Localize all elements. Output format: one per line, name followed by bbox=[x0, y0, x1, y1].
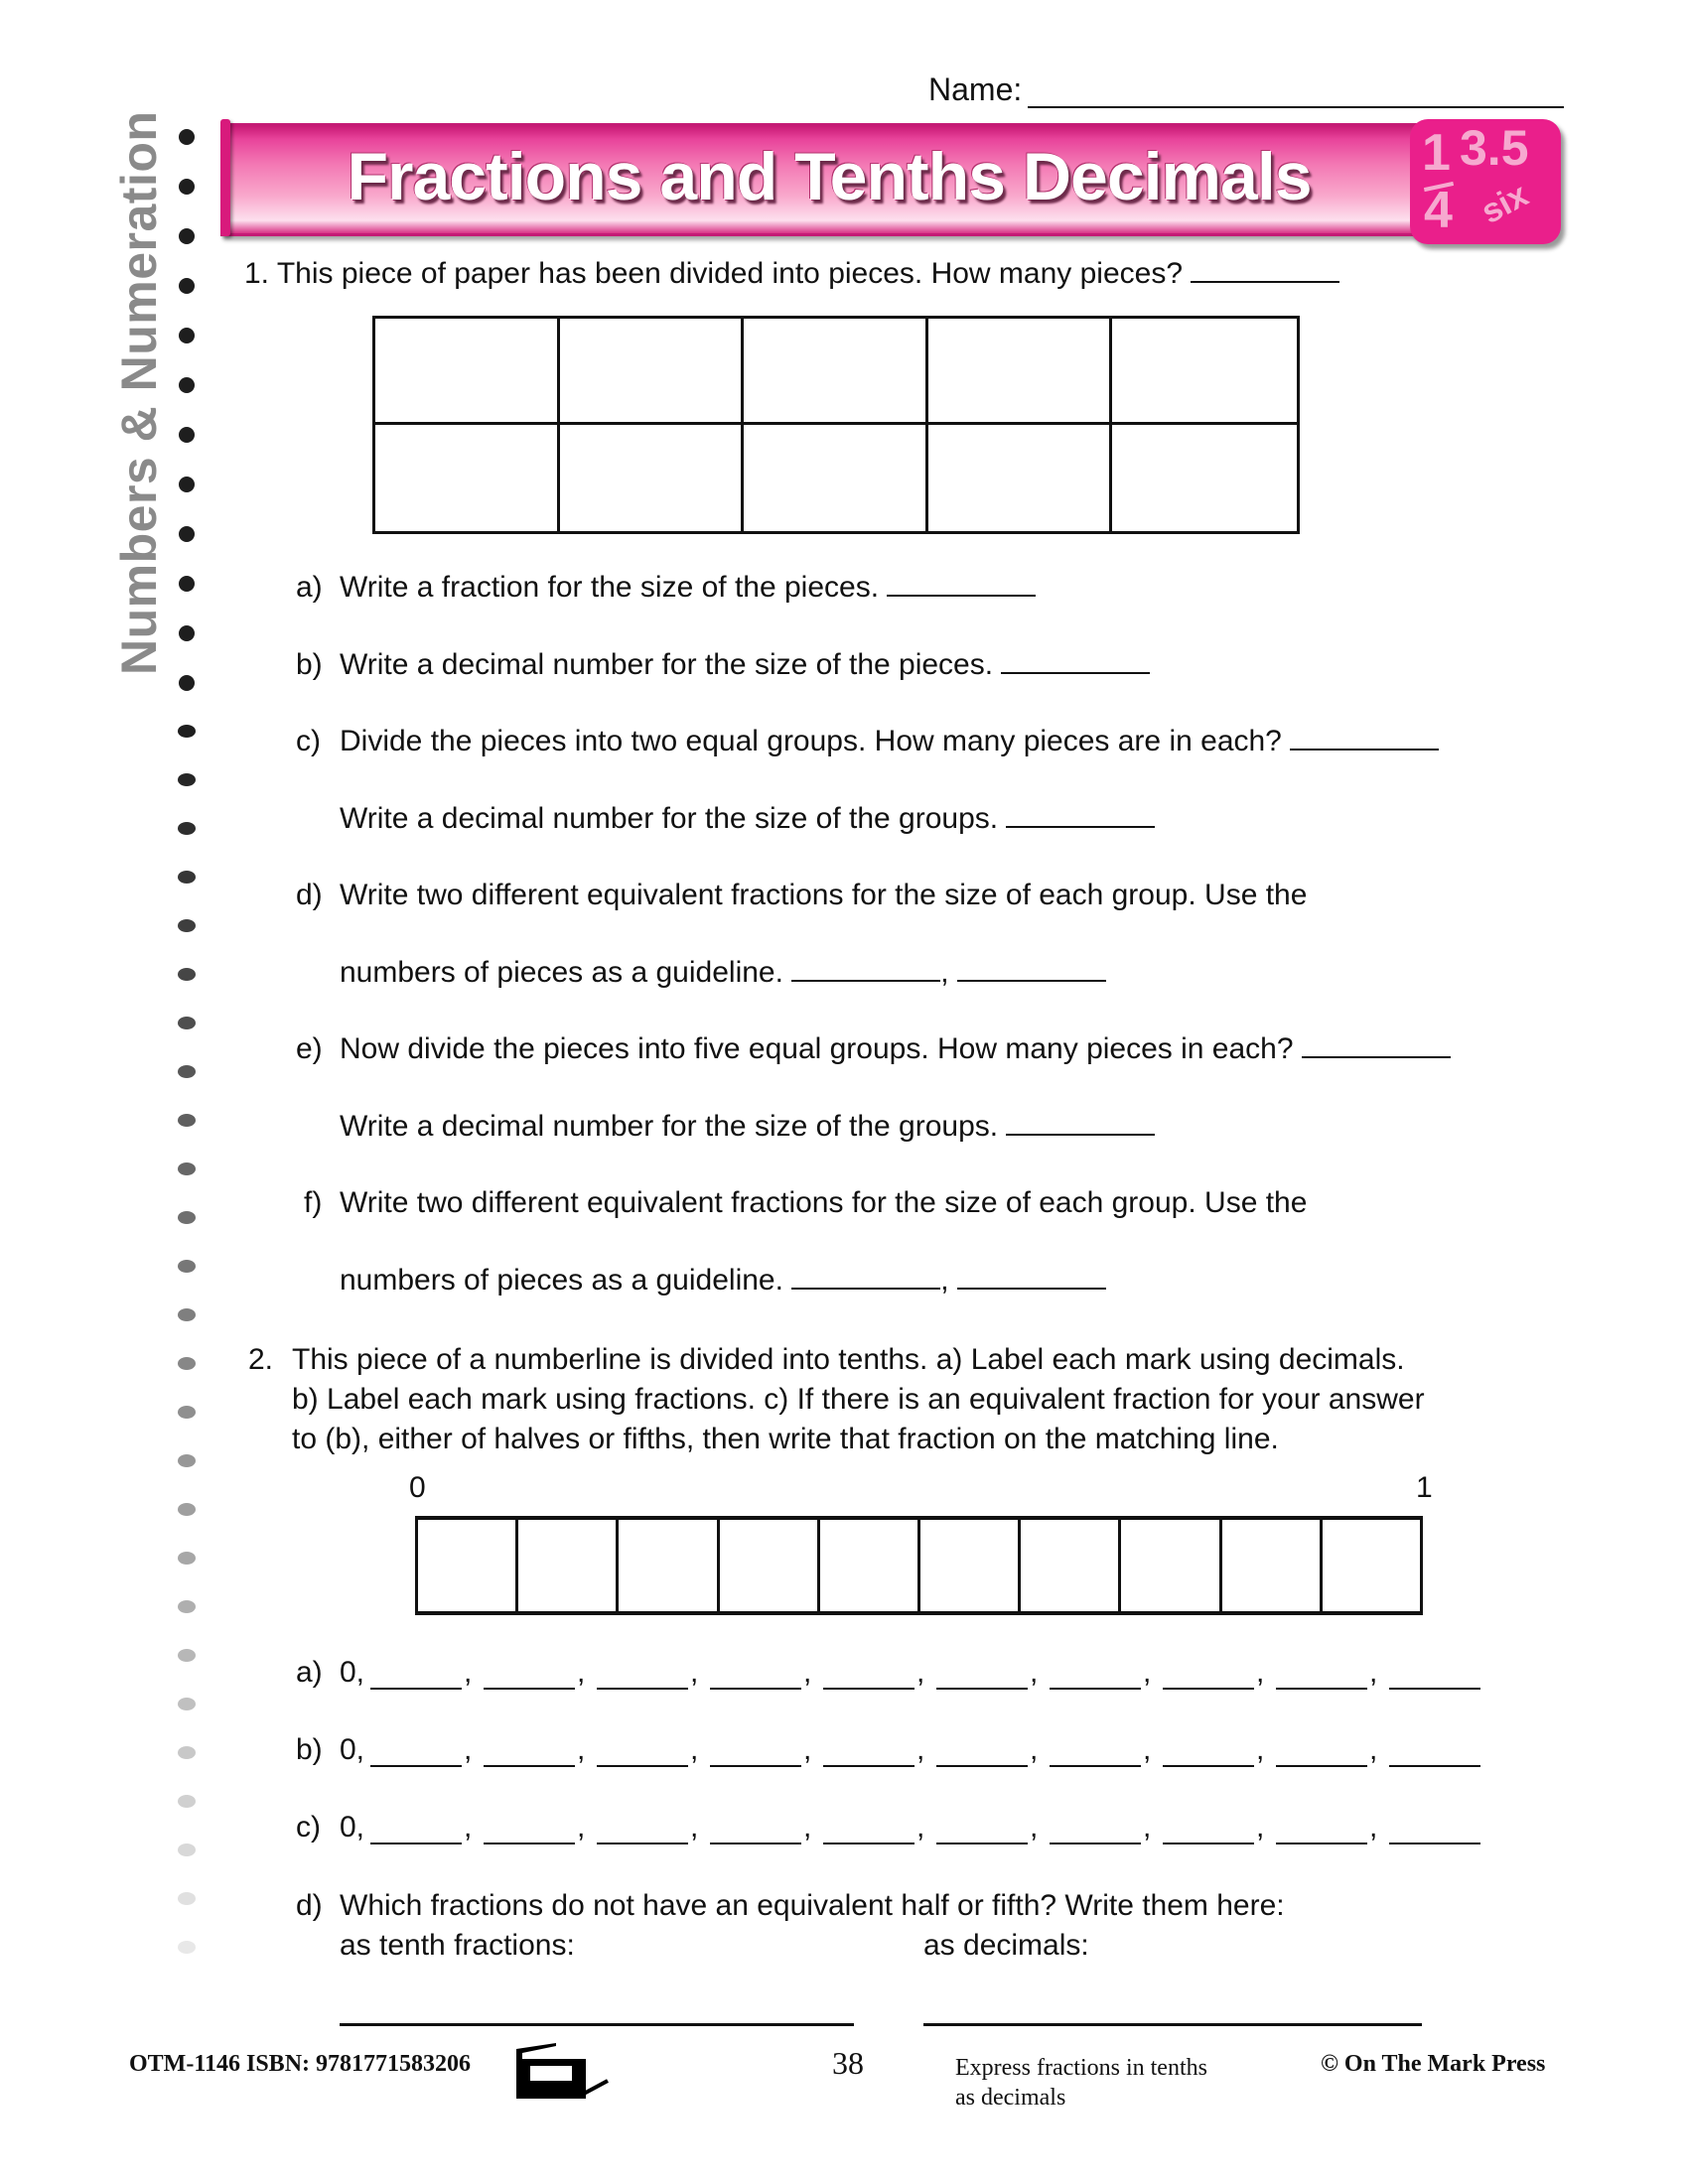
part-text: Write a decimal number for the size of the pieces. bbox=[340, 648, 994, 681]
part-text: Divide the pieces into two equal groups. How many pieces are in each? bbox=[340, 725, 1282, 757]
question-line: to (b), either of halves or fifths, then write that fraction on the matching line. bbox=[292, 1423, 1279, 1455]
binder-dots-decoration bbox=[175, 129, 199, 1989]
question-1f bbox=[304, 1183, 1307, 1223]
name-field[interactable] bbox=[928, 71, 1564, 108]
binder-dot bbox=[178, 1600, 196, 1613]
question-1d-continued bbox=[340, 953, 1106, 993]
name-blank-line[interactable] bbox=[1028, 76, 1564, 108]
answer-blank[interactable] bbox=[791, 954, 940, 982]
comma: , bbox=[690, 1811, 699, 1843]
question-2a-row bbox=[296, 1656, 1480, 1690]
numberline-answer-blank[interactable] bbox=[710, 1662, 801, 1690]
numberline-answer-blank[interactable] bbox=[936, 1662, 1028, 1690]
binder-dot bbox=[179, 427, 195, 443]
numbers-badge-icon bbox=[1410, 119, 1561, 244]
numberline-segment bbox=[1121, 1520, 1221, 1611]
numberline-segment bbox=[1323, 1520, 1420, 1611]
photocopier-icon bbox=[516, 2043, 616, 2101]
grid-cell bbox=[928, 319, 1113, 425]
question-1f-continued bbox=[340, 1261, 1106, 1300]
binder-dot bbox=[178, 871, 196, 884]
binder-dot bbox=[178, 1260, 196, 1273]
binder-dot bbox=[178, 773, 196, 786]
binder-dot bbox=[178, 1114, 196, 1127]
numberline-answer-blank[interactable] bbox=[823, 1662, 914, 1690]
numberline-answer-blank[interactable] bbox=[1163, 1739, 1254, 1767]
answer-blank[interactable] bbox=[1001, 646, 1150, 674]
question-1-prompt bbox=[244, 254, 1339, 294]
paper-pieces-grid bbox=[372, 316, 1300, 534]
comma: , bbox=[464, 1733, 473, 1766]
part-text: Write two different equivalent fractions for the size of each group. Use the bbox=[340, 879, 1308, 911]
comma: , bbox=[940, 1264, 949, 1297]
decimals-label: as decimals: bbox=[923, 1929, 1089, 1962]
answer-blank[interactable] bbox=[957, 954, 1106, 982]
row-start-value: 0, bbox=[340, 1811, 365, 1843]
comma: , bbox=[1143, 1656, 1152, 1689]
binder-dot bbox=[178, 968, 196, 981]
numberline-answer-blank[interactable] bbox=[1276, 1739, 1367, 1767]
numberline-segment bbox=[518, 1520, 619, 1611]
numberline-answer-blank[interactable] bbox=[370, 1817, 462, 1844]
footer-description-line: as decimals bbox=[955, 2085, 1066, 2111]
numberline-start-label: 0 bbox=[409, 1471, 426, 1504]
part-label: b) bbox=[296, 648, 323, 681]
question-number: 1. bbox=[244, 257, 270, 290]
numberline-answer-blank[interactable] bbox=[484, 1739, 575, 1767]
page-number: 38 bbox=[832, 2045, 864, 2081]
numberline-segment bbox=[920, 1520, 1021, 1611]
binder-dot bbox=[179, 278, 195, 294]
name-label: Name: bbox=[928, 71, 1023, 107]
numberline-answer-blank[interactable] bbox=[1050, 1739, 1141, 1767]
comma: , bbox=[464, 1656, 473, 1689]
binder-dot bbox=[179, 576, 195, 592]
comma: , bbox=[1369, 1733, 1378, 1766]
comma: , bbox=[1369, 1656, 1378, 1689]
comma: , bbox=[1256, 1733, 1265, 1766]
binder-dot bbox=[178, 919, 196, 932]
answer-blank[interactable] bbox=[1006, 800, 1155, 828]
binder-dot bbox=[179, 377, 195, 393]
binder-dot bbox=[179, 228, 195, 244]
part-text: Write two different equivalent fractions for the size of each group. Use the bbox=[340, 1186, 1308, 1219]
section-side-title: Numbers & Numeration bbox=[111, 110, 167, 675]
numberline-answer-blank[interactable] bbox=[370, 1739, 462, 1767]
tenth-fractions-answer-line[interactable] bbox=[340, 2023, 854, 2026]
part-label: f) bbox=[304, 1186, 323, 1219]
binder-dot bbox=[179, 129, 195, 145]
numberline-answer-blank[interactable] bbox=[823, 1817, 914, 1844]
comma: , bbox=[1030, 1811, 1039, 1843]
part-label: d) bbox=[296, 879, 323, 911]
question-1c bbox=[296, 722, 1439, 761]
title-banner-cap bbox=[220, 119, 230, 236]
answer-blank[interactable] bbox=[1302, 1030, 1451, 1058]
numberline-answer-blank[interactable] bbox=[1050, 1662, 1141, 1690]
numberline-segment bbox=[1021, 1520, 1121, 1611]
binder-dot bbox=[178, 1017, 196, 1029]
badge-decimal: 3.5 bbox=[1460, 120, 1529, 176]
binder-dot bbox=[178, 1162, 196, 1175]
numberline-answer-blank[interactable] bbox=[936, 1739, 1028, 1767]
numberline-answer-blank[interactable] bbox=[936, 1817, 1028, 1844]
comma: , bbox=[1143, 1811, 1152, 1843]
question-1e bbox=[296, 1029, 1451, 1069]
numberline-answer-blank[interactable] bbox=[1389, 1817, 1480, 1844]
binder-dot bbox=[179, 526, 195, 542]
numberline-answer-blank[interactable] bbox=[597, 1739, 688, 1767]
binder-dot bbox=[178, 1503, 196, 1516]
part-label: e) bbox=[296, 1032, 323, 1065]
part-text: Now divide the pieces into five equal groups. How many pieces in each? bbox=[340, 1032, 1294, 1065]
question-1a bbox=[296, 568, 1036, 608]
numberline-answer-blank[interactable] bbox=[1389, 1739, 1480, 1767]
badge-numerator: 1 bbox=[1422, 124, 1451, 182]
grid-cell bbox=[560, 425, 745, 531]
binder-dot bbox=[178, 1892, 196, 1905]
comma: , bbox=[1256, 1656, 1265, 1689]
answer-blank[interactable] bbox=[887, 569, 1036, 597]
binder-dot bbox=[179, 179, 195, 195]
numberline-end-label: 1 bbox=[1416, 1471, 1433, 1504]
question-2-prompt bbox=[248, 1340, 1425, 1459]
question-1e-decimal bbox=[340, 1107, 1155, 1147]
comma: , bbox=[1256, 1811, 1265, 1843]
binder-dot bbox=[179, 675, 195, 691]
numberline-answer-blank[interactable] bbox=[597, 1817, 688, 1844]
binder-dot bbox=[178, 1941, 196, 1954]
grid-cell bbox=[375, 425, 560, 531]
binder-dot bbox=[179, 328, 195, 343]
answer-blank[interactable] bbox=[1006, 1108, 1155, 1136]
comma: , bbox=[1030, 1656, 1039, 1689]
grid-cell bbox=[744, 319, 928, 425]
part-label: a) bbox=[296, 1656, 323, 1689]
numberline-answer-blank[interactable] bbox=[484, 1817, 575, 1844]
numberline-segment bbox=[619, 1520, 719, 1611]
binder-dot bbox=[179, 477, 195, 492]
numberline-answer-blank[interactable] bbox=[597, 1662, 688, 1690]
binder-dot bbox=[178, 1698, 196, 1710]
part-text: numbers of pieces as a guideline. bbox=[340, 1264, 783, 1297]
binder-dot bbox=[178, 1454, 196, 1467]
part-text: Write a decimal number for the size of the groups. bbox=[340, 1110, 999, 1143]
binder-dot bbox=[178, 1065, 196, 1078]
binder-dot bbox=[178, 1308, 196, 1321]
grid-cell bbox=[375, 319, 560, 425]
comma: , bbox=[577, 1733, 586, 1766]
row-start-value: 0, bbox=[340, 1733, 365, 1766]
part-label: d) bbox=[296, 1889, 323, 1922]
part-text: numbers of pieces as a guideline. bbox=[340, 956, 783, 989]
comma: , bbox=[690, 1656, 699, 1689]
binder-dot bbox=[178, 1211, 196, 1224]
part-text: Write a decimal number for the size of the groups. bbox=[340, 802, 999, 835]
question-1d bbox=[296, 876, 1307, 915]
numberline-answer-blank[interactable] bbox=[823, 1739, 914, 1767]
binder-dot bbox=[179, 625, 195, 641]
question-line: b) Label each mark using fractions. c) If there is an equivalent fraction for your answer bbox=[292, 1383, 1425, 1416]
footer-description bbox=[955, 2053, 1207, 2113]
copyright: © On The Mark Press bbox=[1321, 2051, 1546, 2077]
question-2b-row bbox=[296, 1733, 1480, 1767]
part-label: c) bbox=[296, 725, 321, 757]
numberline-segment bbox=[418, 1520, 518, 1611]
comma: , bbox=[916, 1811, 925, 1843]
badge-denominator: 4 bbox=[1424, 182, 1453, 239]
numberline-answer-blank[interactable] bbox=[1276, 1662, 1367, 1690]
comma: , bbox=[464, 1811, 473, 1843]
binder-dot bbox=[178, 1746, 196, 1759]
decimals-answer-line[interactable] bbox=[923, 2023, 1422, 2026]
grid-cell bbox=[1112, 425, 1297, 531]
binder-dot bbox=[178, 1795, 196, 1808]
comma: , bbox=[577, 1656, 586, 1689]
comma: , bbox=[690, 1733, 699, 1766]
question-1c-decimal bbox=[340, 799, 1155, 839]
numberline-tenths bbox=[415, 1516, 1423, 1615]
binder-dot bbox=[178, 1649, 196, 1662]
footer-code-isbn: OTM-1146 ISBN: 9781771583206 bbox=[129, 2051, 472, 2077]
answer-blank[interactable] bbox=[1191, 255, 1339, 283]
comma: , bbox=[940, 956, 949, 989]
part-label: c) bbox=[296, 1811, 321, 1843]
answer-blank[interactable] bbox=[1290, 723, 1439, 751]
part-label: a) bbox=[296, 571, 323, 604]
part-text: Write a fraction for the size of the pieces. bbox=[340, 571, 880, 604]
numberline-answer-blank[interactable] bbox=[710, 1817, 801, 1844]
grid-cell bbox=[928, 425, 1113, 531]
answer-blank[interactable] bbox=[957, 1262, 1106, 1290]
binder-dot bbox=[178, 1843, 196, 1856]
answer-blank[interactable] bbox=[791, 1262, 940, 1290]
numberline-segment bbox=[720, 1520, 820, 1611]
numberline-answer-blank[interactable] bbox=[1050, 1817, 1141, 1844]
numberline-answer-blank[interactable] bbox=[1276, 1817, 1367, 1844]
grid-cell bbox=[744, 425, 928, 531]
binder-dot bbox=[178, 1357, 196, 1370]
comma: , bbox=[803, 1656, 812, 1689]
binder-dot bbox=[178, 1406, 196, 1419]
question-2c-row bbox=[296, 1811, 1480, 1844]
binder-dot bbox=[178, 1552, 196, 1565]
comma: , bbox=[1030, 1733, 1039, 1766]
tenth-fractions-label: as tenth fractions: bbox=[340, 1929, 575, 1962]
numberline-segment bbox=[820, 1520, 920, 1611]
comma: , bbox=[1143, 1733, 1152, 1766]
comma: , bbox=[916, 1656, 925, 1689]
numberline-answer-blank[interactable] bbox=[710, 1739, 801, 1767]
question-1b bbox=[296, 645, 1150, 685]
comma: , bbox=[916, 1733, 925, 1766]
numberline-segment bbox=[1222, 1520, 1323, 1611]
numberline-answer-blank[interactable] bbox=[1389, 1662, 1480, 1690]
question-text: This piece of paper has been divided into pieces. How many pieces? bbox=[276, 257, 1184, 290]
question-number: 2. bbox=[248, 1343, 274, 1376]
page-title: Fractions and Tenths Decimals bbox=[347, 139, 1312, 214]
comma: , bbox=[1369, 1811, 1378, 1843]
part-text: Which fractions do not have an equivalent half or fifth? Write them here: bbox=[340, 1889, 1285, 1922]
footer-description-line: Express fractions in tenths bbox=[955, 2055, 1207, 2081]
question-2d bbox=[296, 1886, 1285, 1926]
badge-word: six bbox=[1475, 176, 1535, 231]
grid-cell bbox=[560, 319, 745, 425]
question-line: This piece of a numberline is divided into tenths. a) Label each mark using decimals. bbox=[292, 1343, 1405, 1376]
numberline-answer-blank[interactable] bbox=[370, 1662, 462, 1690]
numberline-answer-blank[interactable] bbox=[484, 1662, 575, 1690]
comma: , bbox=[803, 1733, 812, 1766]
part-label: b) bbox=[296, 1733, 323, 1766]
binder-dot bbox=[178, 725, 196, 738]
row-start-value: 0, bbox=[340, 1656, 365, 1689]
numberline-answer-blank[interactable] bbox=[1163, 1662, 1254, 1690]
numberline-answer-blank[interactable] bbox=[1163, 1817, 1254, 1844]
comma: , bbox=[803, 1811, 812, 1843]
grid-cell bbox=[1112, 319, 1297, 425]
binder-dot bbox=[178, 822, 196, 835]
comma: , bbox=[577, 1811, 586, 1843]
